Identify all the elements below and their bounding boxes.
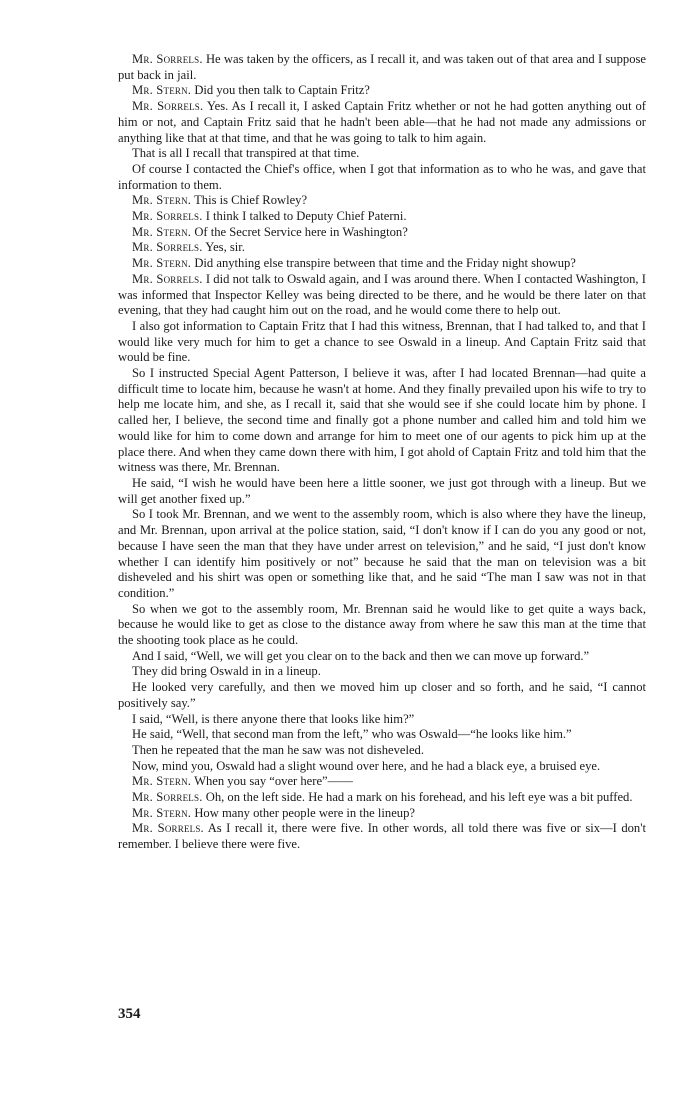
paragraph bbox=[118, 319, 646, 366]
paragraph-text: They did bring Oswald in in a lineup. bbox=[132, 664, 321, 679]
page-number: 354 bbox=[118, 1006, 141, 1022]
paragraph-text: Now, mind you, Oswald had a slight wound over here, and he had a black eye, a bruised eye. bbox=[132, 758, 601, 773]
speaker-label: Mr. Stern. bbox=[132, 774, 192, 789]
speaker-label: Mr. Sorrels. bbox=[132, 790, 203, 805]
paragraph bbox=[118, 193, 646, 209]
paragraph bbox=[118, 664, 646, 680]
paragraph-text: That is all I recall that transpired at that time. bbox=[132, 146, 360, 161]
paragraph-text: He looked very carefully, and then we moved him up closer and so forth, and he said, “I cannot positively say.” bbox=[118, 680, 646, 710]
paragraph-text: Oh, on the left side. He had a mark on his forehead, and his left eye was a bit puffed. bbox=[205, 790, 633, 805]
paragraph bbox=[118, 727, 646, 743]
speaker-label: Mr. Stern. bbox=[132, 83, 192, 98]
paragraph bbox=[118, 806, 646, 822]
paragraph-text: He said, “I wish he would have been here a little sooner, we just got through with a lineup. But we will get another fixed up.” bbox=[118, 475, 646, 506]
speaker-label: Mr. Sorrels. bbox=[132, 52, 203, 66]
speaker-label: Mr. Stern. bbox=[132, 224, 192, 239]
paragraph-text: Yes. As I recall it, I asked Captain Fritz whether or not he had gotten anything out of him or not, and Captain Fritz said that he hadn't been able—that he had not made any admissions or anything like that at that time, and that he was going to talk to him again. bbox=[118, 99, 646, 145]
paragraph bbox=[118, 507, 646, 601]
paragraph-text: As I recall it, there were five. In other words, all told there was five or six—I don't remember. I believe there were five. bbox=[118, 821, 646, 852]
paragraph-text: Of course I contacted the Chief's office, when I got that information as to who he was, and gave that information to them. bbox=[118, 161, 646, 192]
paragraph-text: When you say “over here”—— bbox=[194, 774, 353, 789]
speaker-label: Mr. Sorrels. bbox=[132, 271, 203, 286]
paragraph-text: Yes, sir. bbox=[205, 240, 245, 255]
testimony-text bbox=[118, 52, 646, 853]
paragraph bbox=[118, 146, 646, 162]
speaker-label: Mr. Sorrels. bbox=[132, 821, 204, 836]
paragraph-text: Did you then talk to Captain Fritz? bbox=[194, 83, 370, 98]
paragraph-text: I also got information to Captain Fritz that I had this witness, Brennan, that I had talked to, and that I would like very much for him to get a chance to see Oswald in a lineup. And Captain Fritz said that would be fine. bbox=[118, 318, 646, 365]
paragraph-text: So when we got to the assembly room, Mr. Brennan said he would like to get quite a ways back, because he would like to get as close to the distance away from where he saw this man at the time that the shooting took place as he could. bbox=[118, 601, 646, 648]
paragraph-text: I did not talk to Oswald again, and I was around there. When I contacted Washington, I was informed that Inspector Kelley was being directed to be there, and he would be there later on that evening, that they had caught him out on the road, and he would come there to help out. bbox=[118, 271, 646, 318]
paragraph bbox=[118, 209, 646, 225]
paragraph bbox=[118, 240, 646, 256]
paragraph bbox=[118, 743, 646, 759]
paragraph-text: Then he repeated that the man he saw was not disheveled. bbox=[132, 742, 424, 757]
speaker-label: Mr. Sorrels. bbox=[132, 99, 204, 114]
paragraph-text: Did anything else transpire between that time and the Friday night showup? bbox=[194, 256, 576, 271]
paragraph-text: He said, “Well, that second man from the left,” who was Oswald—“he looks like him.” bbox=[132, 727, 572, 742]
paragraph-text: So I took Mr. Brennan, and we went to the assembly room, which is also where they have the lineup, and Mr. Brennan, upon arrival at the police station, said, “I don't know if I can do you any good or not, because I have seen the man that they have under arrest on television,” and he said, “I just don't know whether I can identify him positively or not” because he said that the man on television was a bit disheveled and his shirt was open or something like that, and he said “The man I saw was not in that condition.” bbox=[118, 507, 646, 600]
paragraph bbox=[118, 476, 646, 507]
speaker-label: Mr. Stern. bbox=[132, 193, 192, 208]
paragraph-text: And I said, “Well, we will get you clear on to the back and then we can move up forward.” bbox=[132, 648, 590, 663]
paragraph bbox=[118, 256, 646, 272]
paragraph bbox=[118, 602, 646, 649]
speaker-label: Mr. Sorrels. bbox=[132, 240, 203, 255]
paragraph-text: How many other people were in the lineup? bbox=[194, 805, 415, 820]
paragraph bbox=[118, 649, 646, 665]
speaker-label: Mr. Stern. bbox=[132, 256, 192, 271]
paragraph-text: This is Chief Rowley? bbox=[194, 193, 308, 208]
paragraph bbox=[118, 680, 646, 711]
paragraph bbox=[118, 790, 646, 806]
paragraph bbox=[118, 162, 646, 193]
paragraph bbox=[118, 774, 646, 790]
paragraph bbox=[118, 225, 646, 241]
paragraph-text: I said, “Well, is there anyone there that looks like him?” bbox=[132, 711, 415, 726]
speaker-label: Mr. Stern. bbox=[132, 805, 192, 820]
paragraph-text: So I instructed Special Agent Patterson, I believe it was, after I had located Brennan—had quite a difficult time to locate him, because he wasn't at home. And they finally prevailed upon his wife to try to help me locate him, and she, as I recall it, said that she would see if she could locate him by phone. I called her, I believe, the second time and finally got a phone number and called him and told him we would like for him to come down and arrange for him to meet one of our agents to pick him up at the place there. And when they came down there with him, I got ahold of Captain Fritz and told him that the witness was there, Mr. Brennan. bbox=[118, 366, 646, 475]
paragraph bbox=[118, 52, 646, 83]
paragraph bbox=[118, 272, 646, 319]
paragraph-text: He was taken by the officers, as I recall it, and was taken out of that area and I suppose put back in jail. bbox=[118, 52, 646, 82]
paragraph bbox=[118, 759, 646, 775]
paragraph-text: I think I talked to Deputy Chief Paterni. bbox=[205, 209, 407, 224]
paragraph bbox=[118, 99, 646, 146]
paragraph bbox=[118, 712, 646, 728]
paragraph-text: Of the Secret Service here in Washington? bbox=[194, 224, 408, 239]
paragraph bbox=[118, 366, 646, 476]
paragraph bbox=[118, 83, 646, 99]
paragraph bbox=[118, 821, 646, 852]
speaker-label: Mr. Sorrels. bbox=[132, 209, 203, 224]
